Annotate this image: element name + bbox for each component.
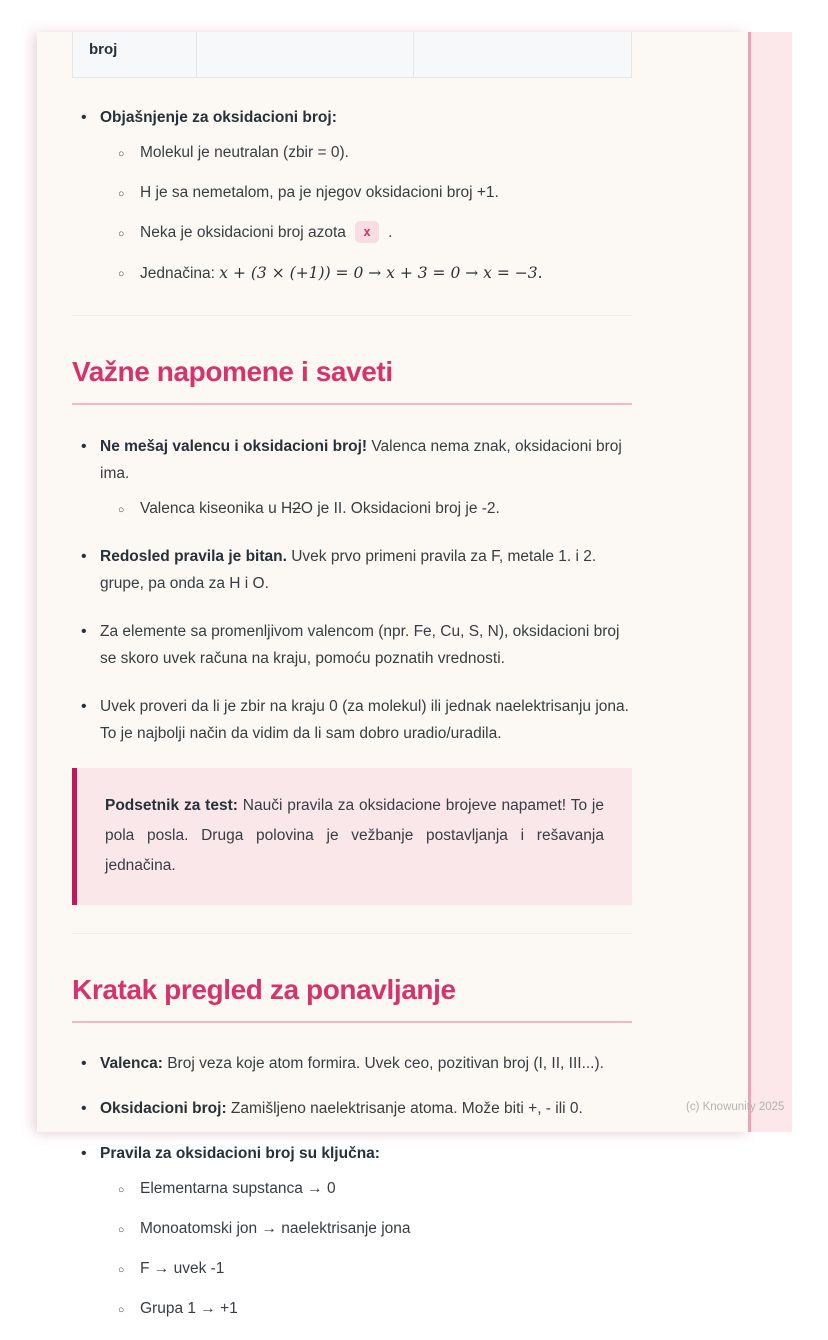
explanation-list <box>72 104 632 287</box>
list-item: ○ F → uvek -1 <box>112 1256 632 1282</box>
list-item: • Za elemente sa promenljivom valencom (npr. Fe, Cu, S, N), oksidacioni broj se skoro uvek računa na kraju, pomoću poznatih vrednosti. <box>72 618 632 672</box>
section-heading-review: Kratak pregled za ponavljanje <box>72 974 632 1023</box>
page-content <box>72 32 632 1340</box>
callout-text: Nauči pravila za oksidacione brojeve napamet! To je pola posla. Druga polovina je vežbanje postavljanja i rešavanja jednačina. <box>105 797 604 874</box>
list-item-title: Objašnjenje za oksidacioni broj: <box>100 109 337 126</box>
list-item <box>72 1050 632 1077</box>
item-text: Valenca nema znak, oksidacioni broj ima. <box>100 438 622 482</box>
item-text: Broj veza koje atom formira. Uvek ceo, pozitivan broj (I, II, III...). <box>167 1055 604 1072</box>
item-bold: Redosled pravila je bitan. <box>100 548 287 565</box>
list-item: ○ Molekul je neutralan (zbir = 0). <box>112 140 632 166</box>
item-text: O je II. Oksidacioni broj je -2. <box>300 500 500 517</box>
list-item: ○ Grupa 1 → +1 <box>112 1296 632 1322</box>
test-reminder-callout <box>72 768 632 905</box>
table-fragment <box>72 32 632 78</box>
list-item <box>72 543 632 597</box>
equation-math: x + (3 × (+1)) = 0 → x + 3 = 0 → x = −3. <box>219 264 543 282</box>
equation-label: Jednačina: <box>140 265 215 282</box>
list-item <box>72 104 632 287</box>
list-item: • Uvek proveri da li je zbir na kraju 0 (za molekul) ili jednak naelektrisanju jona. To je najbolji način da vidim da li sam dobro uradio/uradila. <box>72 693 632 747</box>
list-item: ○ H je sa nemetalom, pa je njegov oksidacioni broj +1. <box>112 180 632 206</box>
list-item: ○ Elementarna supstanca → 0 <box>112 1176 632 1202</box>
list-item <box>72 433 632 522</box>
table-cell: broj <box>73 32 197 77</box>
item-text: Zamišljeno naelektrisanje atoma. Može biti +, - ili 0. <box>230 1100 583 1117</box>
section-heading-notes: Važne napomene i saveti <box>72 356 632 405</box>
review-list <box>72 1050 632 1322</box>
list-item <box>72 1095 632 1122</box>
item-text: . <box>388 224 393 241</box>
section-divider <box>72 933 632 934</box>
item-bold: Pravila za oksidacioni broj su ključna: <box>100 1145 380 1162</box>
notes-list <box>72 433 632 747</box>
list-item <box>112 496 632 522</box>
copyright-watermark: (c) Knowunity 2025 <box>686 1101 785 1113</box>
list-item <box>112 260 632 287</box>
list-item <box>72 1140 632 1322</box>
item-bold: Valenca: <box>100 1055 163 1072</box>
explanation-sublist <box>100 140 632 287</box>
item-text: Uvek prvo primeni pravila za F, metale 1. i 2. grupe, pa onda za H i O. <box>100 548 597 592</box>
section-divider <box>72 315 632 316</box>
callout-bold: Podsetnik za test: <box>105 797 238 814</box>
document-page <box>37 32 748 1317</box>
review-sublist <box>100 1176 632 1322</box>
table-cell <box>197 32 414 77</box>
struck-subscript: 2 <box>292 500 301 517</box>
inline-code-chip: x <box>355 221 379 243</box>
list-item <box>112 220 632 246</box>
notes-sublist <box>100 496 632 522</box>
item-bold: Oksidacioni broj: <box>100 1100 227 1117</box>
item-text: Neka je oksidacioni broj azota <box>140 224 346 241</box>
next-page-edge <box>748 32 792 1132</box>
list-item: ○ Monoatomski jon → naelektrisanje jona <box>112 1216 632 1242</box>
item-text: Valenca kiseonika u H <box>140 500 293 517</box>
table-cell <box>414 32 631 77</box>
item-bold: Ne mešaj valencu i oksidacioni broj! <box>100 438 368 455</box>
